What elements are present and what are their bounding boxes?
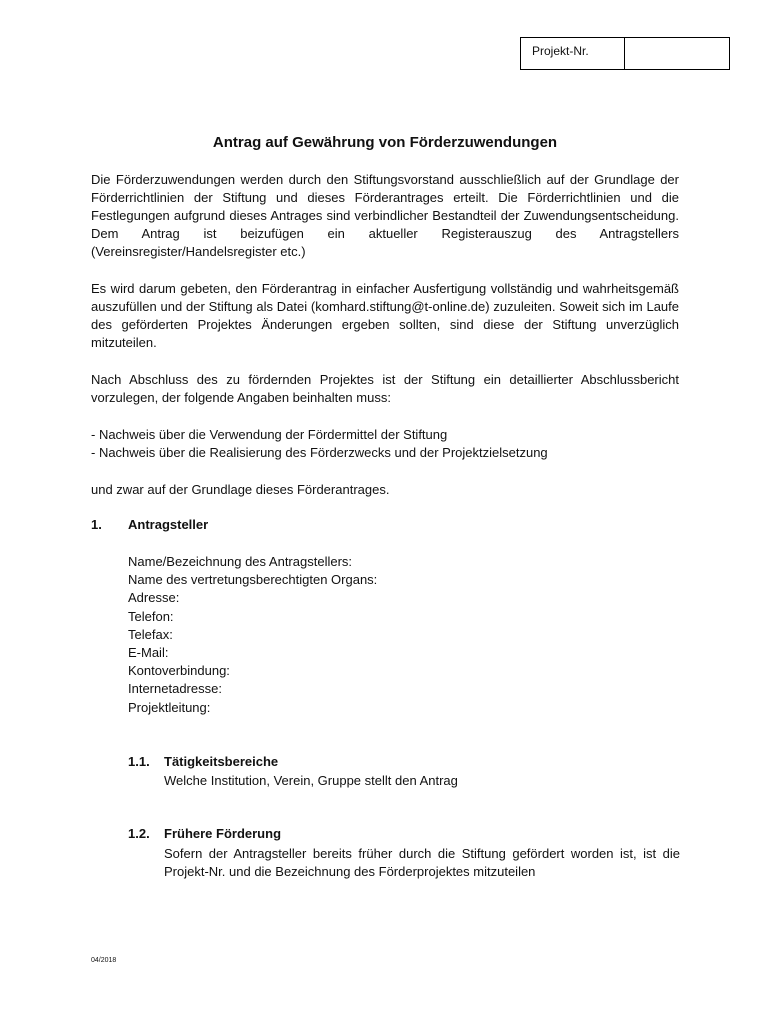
submission-paragraph: Es wird darum gebeten, den Förderantrag in einfacher Ausfertigung vollständig und wahrheitsgemäß auszufüllen und der Stiftung als Datei (komhard.stiftung@t-online.de) zuzuleiten. Soweit sich im Laufe des geförderten Projektes Änderungen ergeben sollten, sind diese der Stiftung unverzüglich mitzuteilen. — [91, 281, 679, 350]
field-phone: Telefon: — [128, 608, 174, 624]
projekt-nr-value[interactable] — [625, 38, 729, 69]
projekt-nr-label: Projekt-Nr. — [521, 38, 625, 69]
field-project-lead: Projektleitung: — [128, 699, 211, 715]
section-1-2-description: Sofern der Antragsteller bereits früher durch die Stiftung gefördert worden ist, ist die Projekt-Nr. und die Bezeichnung des Förderprojektes mitzuteilen — [164, 846, 680, 879]
intro-paragraph: Die Förderzuwendungen werden durch den Stiftungsvorstand ausschließlich auf der Grundlage der Förderrichtlinien der Stiftung und dieses Förderantrages erteilt. Die Förderrichtlinien und die Festlegungen aufgrund dieses Antrages sind verbindlicher Bestandteil der Zuwendungsentscheidung. Dem Antrag ist beizufügen ein aktueller Registerauszug des Antragstellers (Vereinsregister/Handelsregister etc.) — [91, 172, 679, 259]
document-title: Antrag auf Gewährung von Förderzuwendungen — [212, 134, 558, 151]
section-1-number: 1. — [91, 517, 102, 532]
list-item: - Nachweis über die Verwendung der Fördermittel der Stiftung — [91, 427, 448, 442]
section-1-1-description: Welche Institution, Verein, Gruppe stellt den Antrag — [164, 773, 458, 788]
field-fax: Telefax: — [128, 626, 173, 642]
section-1-1-number: 1.1. — [128, 754, 150, 769]
section-1-2-number: 1.2. — [128, 826, 150, 841]
report-requirements-list — [91, 426, 679, 462]
basis-paragraph: und zwar auf der Grundlage dieses Förderantrages. — [91, 482, 390, 497]
list-item: - Nachweis über die Realisierung des Förderzwecks und der Projektzielsetzung — [91, 445, 548, 460]
footer-date: 04/2018 — [91, 957, 117, 964]
field-name: Name/Bezeichnung des Antragstellers: — [128, 554, 353, 569]
field-website: Internetadresse: — [128, 681, 222, 697]
field-email: E-Mail: — [128, 645, 169, 661]
projekt-nr-box — [520, 37, 730, 70]
section-1-title: Antragsteller — [128, 517, 209, 532]
field-bank-account: Kontoverbindung: — [128, 663, 230, 679]
field-organ: Name des vertretungsberechtigten Organs: — [128, 572, 378, 588]
section-1-2-title: Frühere Förderung — [164, 826, 282, 841]
final-report-paragraph: Nach Abschluss des zu fördernden Projektes ist der Stiftung ein detaillierter Abschlussbericht vorzulegen, der folgende Angaben beinhalten muss: — [91, 372, 679, 405]
applicant-fields — [128, 553, 377, 717]
field-address: Adresse: — [128, 590, 180, 606]
section-1-1-title: Tätigkeitsbereiche — [164, 754, 279, 769]
